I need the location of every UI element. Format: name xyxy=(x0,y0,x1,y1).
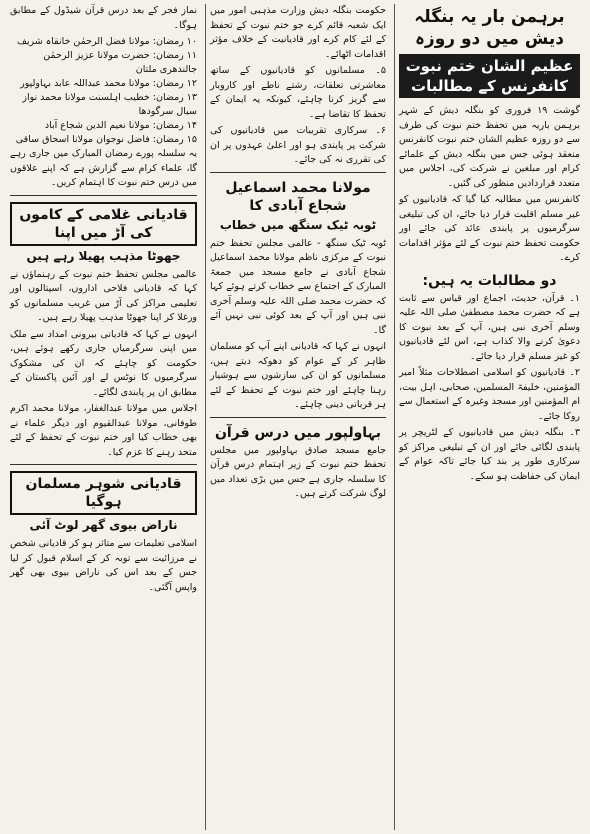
column-left xyxy=(6,4,201,830)
schedule-item: ۱۲ رمضان: مولانا محمد عبداللہ عابد بہاولپور xyxy=(20,78,197,89)
section-subheadline: ٹوبہ ٹیک سنگھ میں خطاب xyxy=(219,217,377,232)
section-headline: مولانا محمد اسماعیل شجاع آبادی کا xyxy=(225,179,371,214)
article-paragraph: ۵۔ مسلمانوں کو قادیانیوں کے ساتھ معاشرتی تعلقات، رشتے ناطے اور کاروبار سے گریز کرنا چاہئے، کیونکہ یہ ایمان کے تحفظ کا تقاضا ہے۔ xyxy=(210,65,386,120)
demand-item: ۲۔ قادیانیوں کو اسلامی اصطلاحات مثلاً امیر المؤمنین، خلیفۃ المسلمین، صحابی، اہل بیت، ام المؤمنین اور مسجد وغیرہ کے استعمال سے روکا جائے۔ xyxy=(399,367,580,422)
article-paragraph: حکومت بنگلہ دیش وزارت مذہبی امور میں ایک شعبہ قائم کرے جو ختم نبوت کے تحفظ کے لئے کام کرے اور قادیانیت کے خلاف مؤثر اقدامات اٹھائے۔ xyxy=(210,5,386,60)
main-headline: برہمن بار یہ بنگلہ دیش میں دو روزہ xyxy=(414,7,565,49)
schedule-item: ۱۱ رمضان: حضرت مولانا عزیز الرحمٰن جالندھری ملتان xyxy=(43,50,197,75)
section-divider xyxy=(210,417,386,418)
article-paragraph: ٹوبہ ٹیک سنگھ - عالمی مجلس تحفظ ختم نبوت کے مرکزی ناظم مولانا محمد اسماعیل شجاع آبادی نے جامع مسجد میں جمعۃ المبارک کے اجتماع سے خطاب کرتے ہوئے کہا کہ حضرت محمد صلی اللہ علیہ وسلم آخری نبی ہیں اور آپ کے بعد کوئی نبی نہیں آئے گا۔ xyxy=(210,237,386,336)
schedule-item: ۱۳ رمضان: خطیب اہلسنت مولانا محمد نواز سیال سرگودھا xyxy=(22,92,197,117)
section-divider xyxy=(210,172,386,173)
schedule-item: ۱۵ رمضان: فاضل نوجوان مولانا اسحاق ساقی xyxy=(15,134,197,145)
column-middle xyxy=(205,4,390,830)
schedule-item: ۱۰ رمضان: مولانا فضل الرحمٰن خانقاہ شریف xyxy=(17,36,197,47)
article-paragraph: عالمی مجلس تحفظ ختم نبوت کے رہنماؤں نے کہا کہ قادیانی فلاحی اداروں، اسپتالوں اور تعلیمی مراکز کی آڑ میں غریب مسلمانوں کو ورغلا کر اپنا جھوٹا مذہب پھیلا رہے ہیں۔ xyxy=(10,268,197,323)
article-paragraph: اجلاس میں مولانا عبدالغفار، مولانا محمد اکرم طوفانی، مولانا عبدالقیوم اور دیگر علماء نے بھی خطاب کیا اور ختم نبوت کے تحفظ کے لئے متحد رہنے کا عزم کیا۔ xyxy=(10,403,197,458)
article-paragraph: جامع مسجد صادق بہاولپور میں مجلس تحفظ ختم نبوت کے زیر اہتمام درس قرآن کا سلسلہ جاری ہے جس میں بڑی تعداد میں لوگ شرکت کرتے ہیں۔ xyxy=(210,444,386,499)
article-paragraph: ۶۔ سرکاری تقریبات میں قادیانیوں کی شرکت پر پابندی ہو اور اعلیٰ عہدوں پر ان کی تقرری نہ کی جائے۔ xyxy=(210,125,386,165)
schedule-item: ۱۴ رمضان: مولانا نعیم الدین شجاع آباد xyxy=(44,120,197,131)
schedule-intro: نماز فجر کے بعد درس قرآن شیڈول کے مطابق ہوگا۔ xyxy=(10,5,197,31)
article-paragraph: کانفرنس میں مطالبہ کیا گیا کہ قادیانیوں کو غیر مسلم اقلیت قرار دیا جائے، ان کی تبلیغی سرگرمیوں پر پابندی عائد کی جائے اور حکومت تحفظ ختم نبوت کے لئے مؤثر اقدامات کرے۔ xyxy=(399,194,580,263)
column-right xyxy=(394,4,584,830)
section-divider xyxy=(10,464,197,465)
section-headline: بہاولپور میں درس قرآن xyxy=(214,424,382,441)
section-subheadline: جھوٹا مذہب پھیلا رہے ہیں xyxy=(26,248,181,263)
section-divider xyxy=(10,195,197,196)
article-paragraph: گوشت ۱۹ فروری کو بنگلہ دیش کے شہر برہمن باریہ میں تحفظ ختم نبوت کی طرف سے دو روزہ عظیم الشان ختم نبوت کانفرنس منعقد ہوئی جس میں بنگلہ دیش کے علمائے کرام اور مبلغین نے شرکت کی، اجلاس میں متعدد قراردادیں منظور کی گئیں۔ xyxy=(399,105,580,189)
main-headline-banner: عظیم الشان ختم نبوت کانفرنس کے مطالبات xyxy=(399,54,580,98)
article-paragraph: یہ سلسلہ پورے رمضان المبارک میں جاری رہے گا، علماء کرام سے گزارش ہے کہ اپنے علاقوں میں درس ختم نبوت کا اہتمام کریں۔ xyxy=(10,148,197,188)
article-paragraph: اسلامی تعلیمات سے متاثر ہو کر قادیانی شخص نے مرزائیت سے توبہ کر کے اسلام قبول کر لیا جس کے بعد اس کی ناراض بیوی بھی گھر واپس آگئی۔ xyxy=(10,538,197,593)
section-headline: قادیانی شوہر مسلمان ہوگیا xyxy=(10,471,197,515)
article-paragraph: انہوں نے کہا کہ قادیانی اپنے آپ کو مسلمان ظاہر کر کے عوام کو دھوکہ دیتے ہیں، مسلمانوں کو ان کی سازشوں سے ہوشیار رہنا چاہئے اور ختم نبوت کے تحفظ کے لئے ہر قربانی دینی چاہئے۔ xyxy=(210,341,386,410)
section-subheadline: ناراض بیوی گھر لوٹ آئی xyxy=(29,518,178,532)
demand-item: ۱۔ قرآن، حدیث، اجماع اور قیاس سے ثابت ہے کہ حضرت محمد مصطفیٰ صلی اللہ علیہ وسلم آخری نبی ہیں، آپ کے بعد نبوت کا دعویٰ کرنے والا کذاب ہے، اس لئے قادیانیوں کو غیر مسلم قرار دیا جائے۔ xyxy=(399,292,580,362)
demands-heading: دو مطالبات یہ ہیں: xyxy=(422,272,557,289)
article-paragraph: انہوں نے کہا کہ قادیانی بیرونی امداد سے ملک میں اپنی سرگرمیاں جاری رکھے ہوئے ہیں، حکومت کو چاہئے کہ ان کی مشکوک سرگرمیوں کا نوٹس لے اور آئین پاکستان کے مطابق ان پر پابندی لگائے۔ xyxy=(10,328,197,398)
demand-item: ۳۔ بنگلہ دیش میں قادیانیوں کے لٹریچر پر پابندی لگائی جائے اور ان کے تبلیغی مراکز کو سرکاری طور پر بند کیا جائے تاکہ عوام کے ایمان کی حفاظت ہو سکے۔ xyxy=(399,427,580,482)
section-headline: قادیانی غلامی کے کاموں کی آڑ میں اپنا xyxy=(10,202,197,246)
